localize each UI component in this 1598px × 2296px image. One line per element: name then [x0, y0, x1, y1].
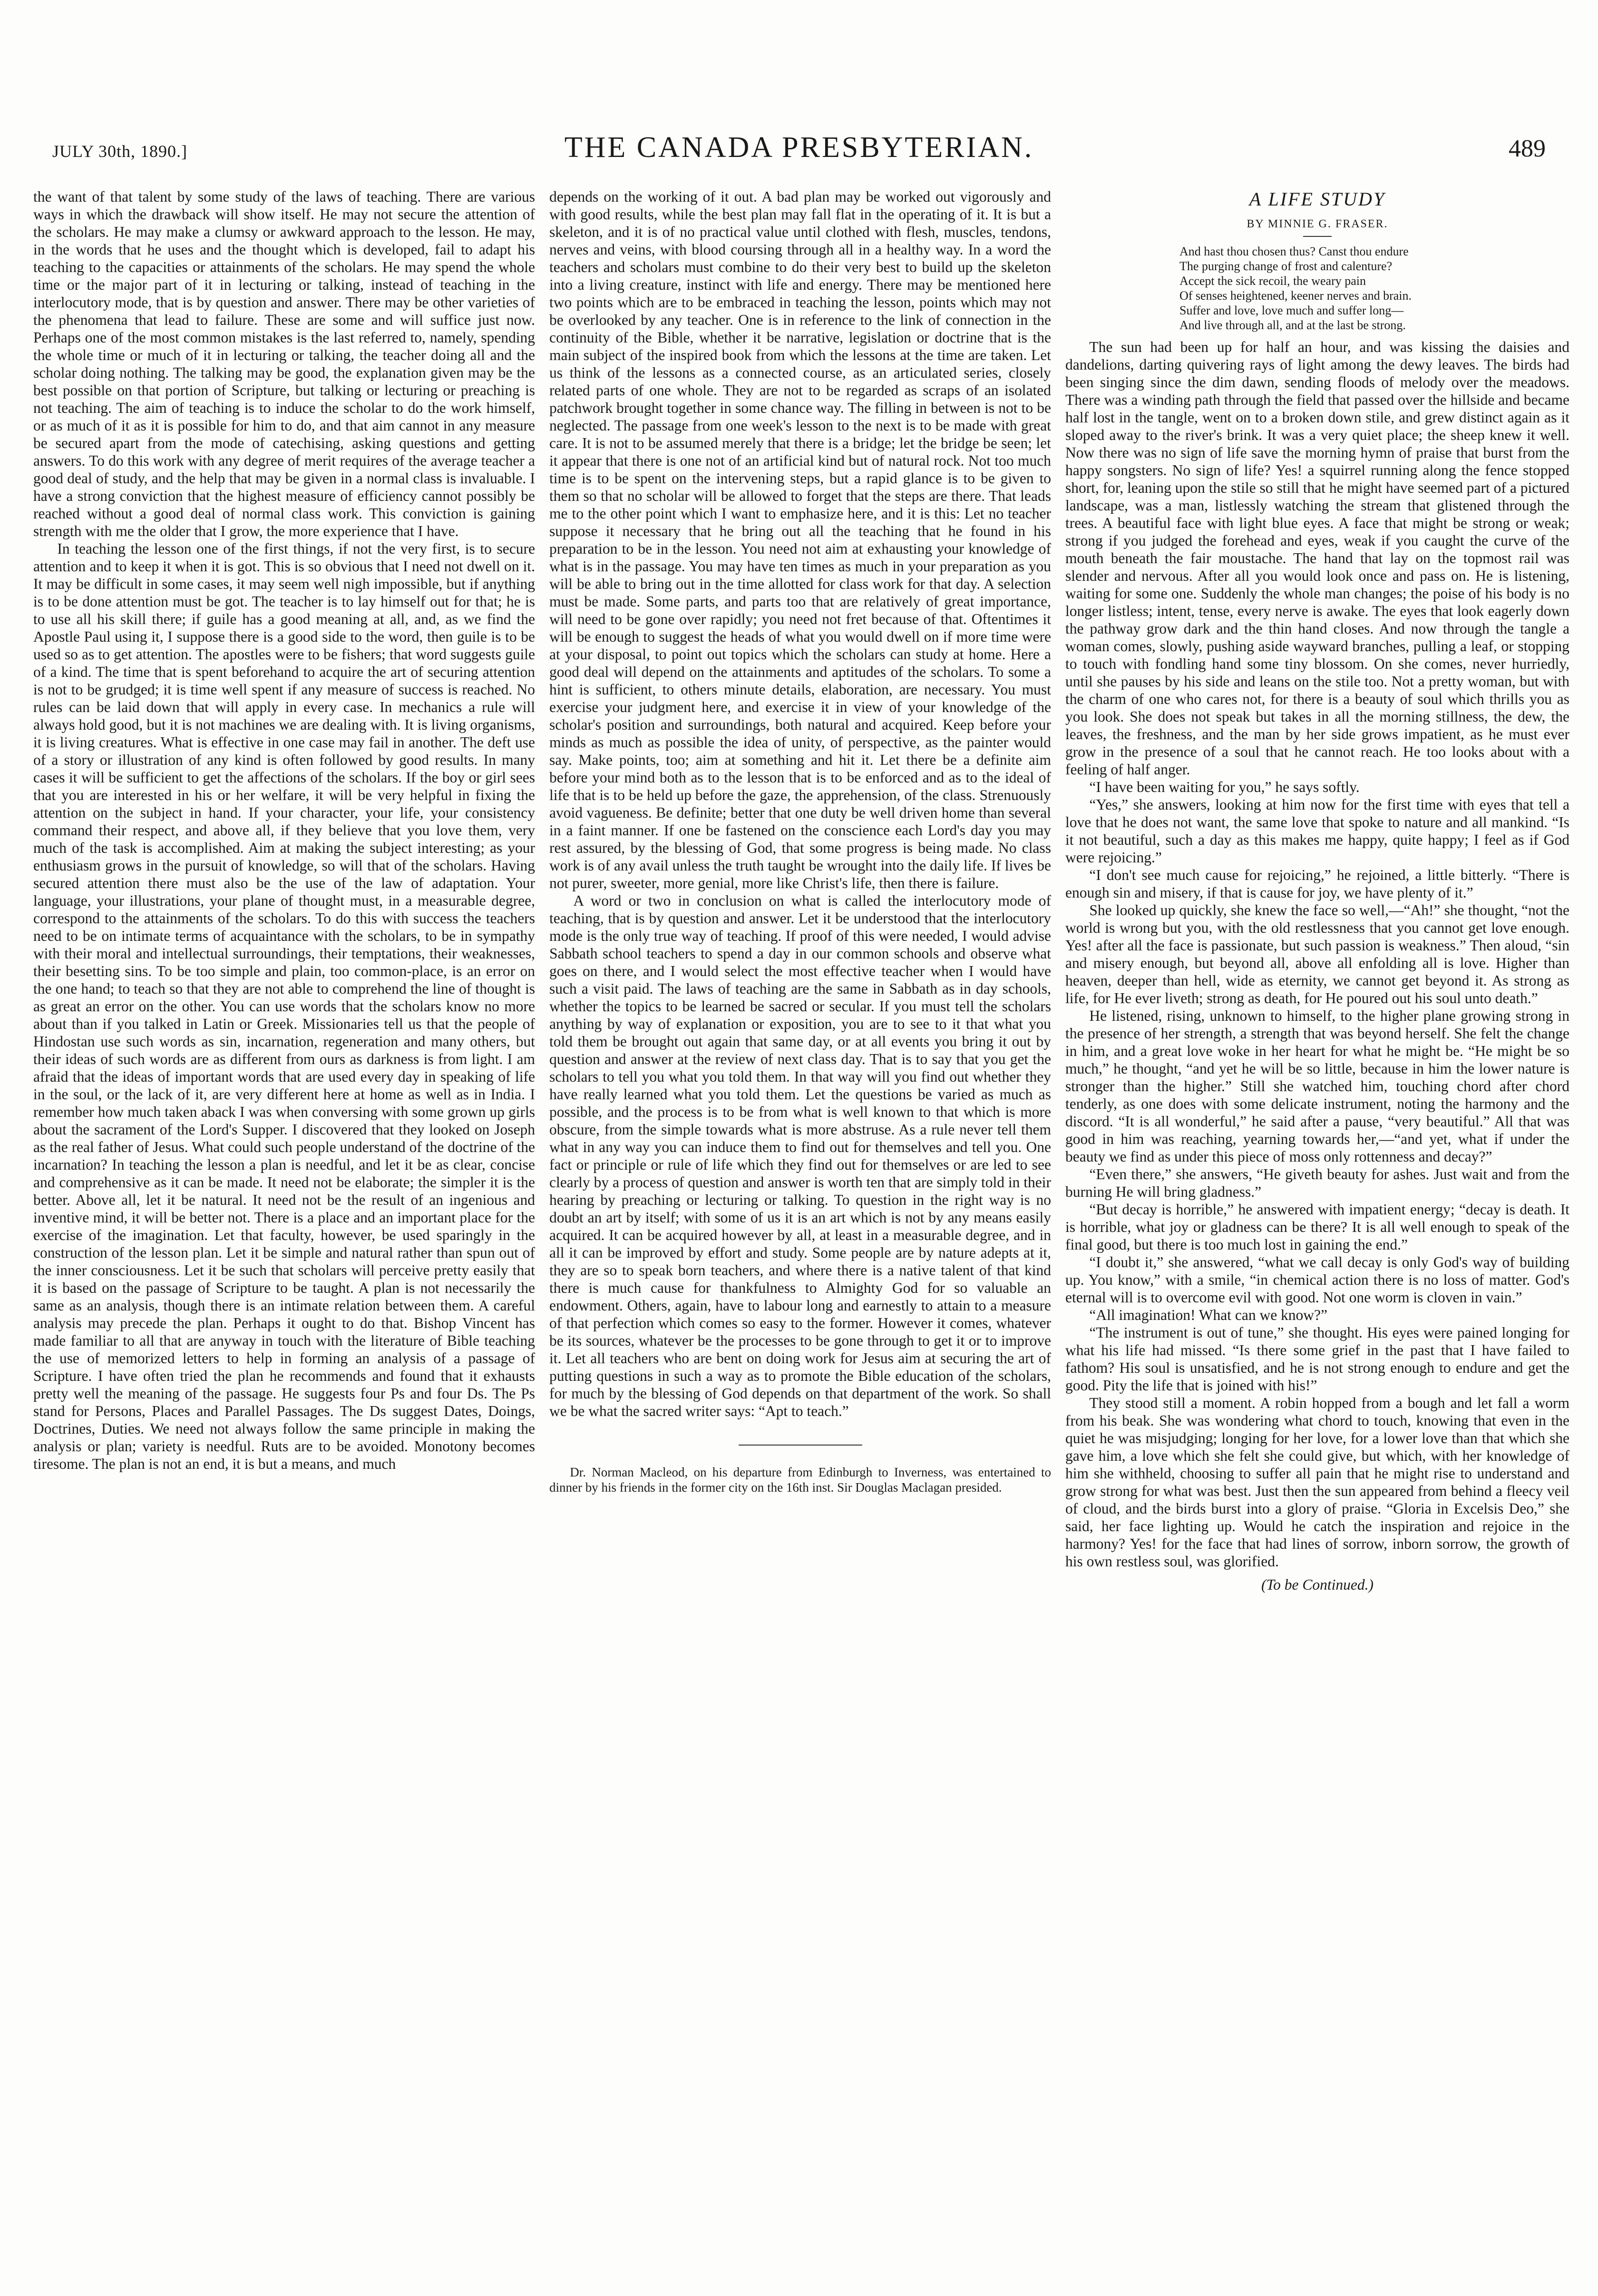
- page-number: 489: [1509, 135, 1546, 162]
- story-byline: BY MINNIE G. FRASER.: [1247, 218, 1388, 230]
- column-1: [33, 188, 535, 2252]
- story-paragraph: “I doubt it,” she answered, “what we call decay is only God's way of building up. You know,” with a smile, “in chemical action there is no loss of matter. God's eternal will is to overcome evil with good. Not one worm is cloven in vain.”: [1065, 1254, 1569, 1306]
- poem-line: Accept the sick recoil, the weary pain: [1179, 274, 1366, 288]
- story-paragraph: “I have been waiting for you,” he says softly.: [1089, 779, 1360, 795]
- continued-note: (To be Continued.): [1261, 1576, 1374, 1593]
- epigraph-poem: [1179, 244, 1569, 332]
- story-paragraph: He listened, rising, unknown to himself, to the higher plane growing strong in the presence of her strength, a strength that was beyond herself. She felt the change in him, and a great love woke in her heart for what he might be. “He might be so much,” he thought, “and yet he will be so little, because in him the lower nature is stronger than the higher.” Still she watched him, touching chord after chord tenderly, as one does with some delicate instrument, noting the harmony and the discord. “It is all wonderful,” he said after a pause, “very beautiful.” All that was good in him was reaching, yearning towards her,—“and yet, what if under the beauty we find as under this piece of moss only rottenness and decay?”: [1065, 1007, 1569, 1165]
- story-paragraph: They stood still a moment. A robin hopped from a bough and let fall a worm from his beak. She was wondering what chord to touch, knowing that even in the quiet he was misjudging; longing for her love, for a lower love than that which she gave him, a love which she felt she could give, but which, with her knowledge of him she withheld, choosing to suffer all pain that he might rise to understand and grow strong for what was best. Just then the sun appeared from behind a fleecy veil of cloud, and the birds burst into a glory of praise. “Gloria in Excelsis Deo,” she said, her face lighting up. Would he catch the inspiration and rejoice in the harmony? Yes! for the face that had lines of sorrow, inborn sorrow, the growth of his own restless soul, was glorified.: [1065, 1395, 1569, 1570]
- article-paragraph: depends on the working of it out. A bad plan may be worked out vigorously and with good results, while the best plan may fall flat in the operating of it. It is but a skeleton, and it is of no practical value until clothed with flesh, muscles, tendons, nerves and veins, with blood coursing through all in a healthy way. In a word the teachers and scholars must combine to do their very best to build up the skeleton into a living creature, instinct with life and energy. There may be mentioned here two points which are to be embraced in teaching the lesson, points which may not be overlooked by any teacher. One is in reference to the link of connection in the continuity of the Bible, whether it be narrative, legislation or doctrine that is the main subject of the inspired book from which the lessons at the time are taken. Let us think of the lessons as a connected course, as an articulated series, closely related parts of one whole. They are not to be regarded as scraps of an isolated patchwork brought together in some chance way. The filling in between is not to be neglected. The passage from one week's lesson to the next is to be made with great care. It is not to be assumed merely that there is a bridge; let the bridge be seen; let it appear that there is one not of an artificial kind but of natural rock. Not too much time is to be spent on the intervening steps, but a rapid glance is to be given to them so that no scholar will be allowed to forget that the steps are there. That leads me to the other point which I want to emphasize here, and it is this: Let no teacher suppose it necessary that he bring out all the teaching that he found in his preparation to be in the lesson. You need not aim at exhausting your knowledge of what is in the passage. You may have ten times as much in your preparation as you will be able to bring out in the time allotted for class work for that day. A selection must be made. Some parts, and parts too that are relatively of great importance, will need to be gone over rapidly; you need not fret because of that. Oftentimes it will be enough to suggest the heads of what you would dwell on if more time were at your disposal, to point out topics which the scholars can study at home. Here a good deal will depend on the attainments and aptitudes of the scholars. To some a hint is sufficient, to others minute details, elaboration, are necessary. You must exercise your judgment here, and exercise it in view of your knowledge of the scholar's position and surroundings, both natural and acquired. Keep before your minds as much as possible the idea of unity, of perspective, as the painter would say. Make points, too; aim at something and hit it. Let there be a definite aim before your mind both as to the lesson that is to be enforced and as to the ideal of life that is to be held up before the gaze, the apprehension, of the class. Strenuously avoid vagueness. Be definite; better that one duty be well driven home than several in a faint manner. If one be fastened on the conscience each Lord's day you may rest assured, by the blessing of God, that some progress is being made. No class work is of any avail unless the truth taught be wrought into the daily life. If lives be not purer, sweeter, more genial, more like Christ's life, then there is failure.: [549, 188, 1051, 891]
- poem-line: And hast thou chosen thus? Canst thou endure: [1179, 244, 1409, 258]
- news-notice: Dr. Norman Macleod, on his departure from Edinburgh to Inverness, was entertained to dinner by his friends in the former city on the 16th inst. Sir Douglas Maclagan presided.: [549, 1465, 1051, 1495]
- story-paragraph: “All imagination! What can we know?”: [1089, 1307, 1328, 1323]
- article-paragraph: the want of that talent by some study of the laws of teaching. There are various ways in which the drawback will show itself. He may not secure the attention of the scholars. He may make a clumsy or awkward approach to the lesson. He may, in the words that he uses and the thought which is developed, fail to adapt his teaching to the capacities or attainments of the scholars. He may spend the whole time or the major part of it in lecturing or talking, instead of teaching in the interlocutory mode, that is by question and answer. There may be other varieties of the phenomena that lead to failure. These are some and will suffice just now. Perhaps one of the most common mistakes is the last referred to, namely, spending the whole time or much of it in lecturing or talking, the teacher doing all and the scholar doing nothing. The talking may be good, the explanation given may be the best possible on that portion of Scripture, but talking or lecturing or preaching is not teaching. The aim of teaching is to induce the scholar to do the work himself, or as much of it as it is possible for him to do, and that aim cannot in any measure be secured apart from the mode of catechising, asking questions and getting answers. To do this work with any degree of merit requires of the average teacher a good deal of study, and the help that may be given in a normal class is invaluable. I have a strong conviction that the highest measure of efficiency cannot possibly be reached without a good deal of normal class work. This conviction is gaining strength with me the older that I grow, the more experience that I have.: [33, 188, 535, 539]
- issue-date: JULY 30th, 1890.]: [52, 142, 188, 161]
- story-paragraph: “The instrument is out of tune,” she thought. His eyes were pained longing for what his life had missed. “Is there some grief in the past that I have failed to fathom? His soul is unsatisfied, and he is not strong enough to endure and get the good. Pity the life that is joined with his!”: [1065, 1324, 1569, 1394]
- story-paragraph: “I don't see much cause for rejoicing,” he rejoined, a little bitterly. “There is enough sin and misery, if that is cause for joy, we have plenty of it.”: [1065, 867, 1569, 901]
- divider: [1303, 236, 1332, 238]
- divider: [739, 1445, 862, 1446]
- story-title: A LIFE STUDY: [1249, 188, 1386, 210]
- story-paragraph: She looked up quickly, she knew the face so well,—“Ah!” she thought, “not the world is wrong but you, with the old restlessness that you cannot get love enough. Yes! after all the face is passionate, but such passion is weakness.” Then aloud, “sin and misery enough, but beyond all, above all enfolding all is love. Higher than heaven, deeper than hell, wide as eternity, we cannot get beyond it. As strong as life, for He ever liveth; strong as death, for He poured out his soul unto death.”: [1065, 902, 1569, 1006]
- article-paragraph: A word or two in conclusion on what is called the interlocutory mode of teaching, that is by question and answer. Let it be understood that the interlocutory mode is the only true way of teaching. If proof of this were needed, I would advise Sabbath school teachers to spend a day in our common schools and observe what goes on there, and I would select the most effective teacher when I would have such a visit paid. The laws of teaching are the same in Sabbath as in day schools, whether the topics to be learned be sacred or secular. If you must tell the scholars anything by way of explanation or exposition, you are to see to it that what you told them be brought out again that same day, or at all events you bring it out by question and answer at the review of next class day. That is to say that you get the scholars to tell you what you told them. In that way will you find out whether they have really learned what you told them. Let the questions be varied as much as possible, and the process is to be from what is well known to that which is more obscure, from the simple towards what is more abstruse. As a rule never tell them what in any way you can induce them to find out for themselves and tell you. One fact or principle or rule of life which they find out for themselves or are led to see clearly by a process of question and answer is worth ten that are simply told in their hearing by preaching or lecturing or talking. To question in the right way is no doubt an art by itself; with some of us it is an art which is not by any means easily acquired. It can be acquired however by all, at least in a measurable degree, and in all it can be improved by effort and study. Some people are by nature adepts at it, they are so to speak born teachers, and where there is a native talent of that kind there is much cause for thankfulness to Almighty God for so valuable an endowment. Others, again, have to labour long and earnestly to attain to a measure of that perfection which comes so easy to the former. However it comes, whatever be its sources, whatever be the processes to be gone through to get it or to improve it. Let all teachers who are bent on doing work for Jesus aim at securing the art of putting questions in such a way as to promote the Bible education of the scholars, for much by the blessing of God depends on that department of the work. So shall we be what the sacred writer says: “Apt to teach.”: [549, 892, 1051, 1419]
- column-2: [549, 188, 1051, 2252]
- story-paragraph: “Yes,” she answers, looking at him now for the first time with eyes that tell a love that he does not want, the same love that spoke to nature and all mankind. “Is it not beautiful, such a day as this makes me happy, quite happy; I feel as if God were rejoicing.”: [1065, 796, 1569, 866]
- article-paragraph: In teaching the lesson one of the first things, if not the very first, is to secure attention and to keep it when it is got. This is so obvious that I need not dwell on it. It may be difficult in some cases, it may seem well nigh impossible, but if anything is to be done attention must be got. The teacher is to lay himself out for that; he is to use all his skill there; if guile has a good meaning at all, and, as we find the Apostle Paul using it, I suppose there is a good side to the word, then guile is to be used so as to get attention. The apostles were to be fishers; that word suggests guile of a kind. The time that is spent beforehand to acquire the art of securing attention is not to be grudged; it is time well spent if any measure of success is reached. No rules can be laid down that will apply in every case. In mechanics a rule will always hold good, but it is not machines we are dealing with. It is living organisms, it is living creatures. What is effective in one case may fail in another. The deft use of a story or illustration of any kind is often followed by good results. In many cases it will be sufficient to get the affections of the scholars. If the boy or girl sees that you are interested in his or her welfare, it will be very helpful in fixing the attention on the subject in hand. If your character, your life, your consistency command their respect, and above all, if they believe that you love them, very much of the task is accomplished. Aim at making the subject interesting; as your enthusiasm grows in the pursuit of knowledge, so will that of the scholars. Having secured attention there must also be the use of the law of adaptation. Your language, your illustrations, your plane of thought must, in a measurable degree, correspond to the attainments of the scholars. To do this with success the teachers need to be on intimate terms of acquaintance with the scholars, to be in sympathy with their moral and intellectual surroundings, their temptations, their weaknesses, their besetting sins. To be too simple and plain, too common-place, is an error on the one hand; to teach so that they are not able to comprehend the line of thought is as great an error on the other. You can use words that the scholars know no more about than if you talked in Latin or Greek. Missionaries tell us that the people of Hindostan use such words as sin, incarnation, regeneration and many others, but their ideas of such words are as different from ours as darkness is from light. I am afraid that the ideas of important words that are used every day in speaking of life in the soul, or the lack of it, are very different here at home as well as in India. I remember how much taken aback I was when conversing with some grown up girls about the sacrament of the Lord's Supper. I discovered that they looked on Joseph as the real father of Jesus. What could such people understand of the doctrine of the incarnation? In teaching the lesson a plan is needful, and let it be as clear, concise and comprehensive as it can be made. It need not be elaborate; the simpler it is the better. Above all, let it be natural. It need not be the result of an ingenious and inventive mind, it will be better not. There is a place and an important place for the exercise of the imagination. Let that faculty, however, be used sparingly in the construction of the lesson plan. Let it be simple and natural rather than spun out of the inner consciousness. Let it be such that scholars will perceive pretty easily that it is based on the passage of Scripture to be taught. A plan is not necessarily the same as an analysis, though there is an intimate relation between them. A careful analysis may precede the plan. Perhaps it ought to do that. Bishop Vincent has made familiar to all that are anyway in touch with the literature of Bible teaching the use of memorized letters to help in forming an analysis of a passage of Scripture. I have often tried the plan he recommends and found that it exhausts pretty well the meaning of the passage. He suggests four Ps and four Ds. The Ps stand for Persons, Places and Parallel Passages. The Ds suggest Dates, Doings, Doctrines, Duties. We need not always follow the same principle in making the analysis or plan; variety is needful. Ruts are to be avoided. Monotony becomes tiresome. The plan is not an end, it is but a means, and much: [33, 540, 535, 1472]
- story-paragraph: “But decay is horrible,” he answered with impatient energy; “decay is death. It is horrible, what joy or gladness can be there? It is all well enough to speak of the final good, but there is too much lost in gaining the end.”: [1065, 1201, 1569, 1253]
- story-paragraph: The sun had been up for half an hour, and was kissing the daisies and dandelions, darting quivering rays of light among the dewy leaves. The birds had been singing since the dim dawn, sending floods of melody over the meadows. There was a winding path through the field that passed over the hillside and became half lost in the tangle, went on to a broken down stile, and grew distinct again as it sloped away to the river's brink. It was a very quiet place; the sheep knew it well. Now there was no sign of life save the morning hymn of praise that burst from the happy songsters. No sign of life? Yes! a squirrel running along the fence stopped short, for, leaning upon the stile so still that he might have seemed part of a pictured landscape, was a man, listlessly watching the stream that glistened through the trees. A beautiful face with light blue eyes. A face that might be strong or weak; strong if you judged the forehead and eyes, weak if you caught the curve of the mouth beneath the fair moustache. The hand that lay on the topmost rail was slender and nervous. After all you would look once and pass on. He is listening, waiting for some one. Suddenly the whole man changes; the poise of his body is no longer listless; intent, tense, every nerve is awake. The eyes that look eagerly down the pathway grow dark and the thin hand closes. And now through the tangle a woman comes, slowly, pushing aside wayward branches, pulling a leaf, or stopping to touch with fondling hand some tiny blossom. On she comes, never hurriedly, until she pauses by his side and leans on the stile too. Not a pretty woman, but with the charm of one who cares not, for there is a beauty of soul which thrills you as you look. She does not speak but takes in all the morning stillness, the dew, the leaves, the freshness, and the man by her side grows impatient, as he must ever grow in the presence of a soul that he cannot reach. He too looks about with a feeling of half anger.: [1065, 339, 1569, 778]
- masthead-title: THE CANADA PRESBYTERIAN.: [564, 131, 1034, 164]
- poem-line: Suffer and love, love much and suffer long—: [1179, 303, 1404, 317]
- column-3: [1065, 188, 1569, 2252]
- poem-line: And live through all, and at the last be strong.: [1179, 318, 1406, 332]
- story-paragraph: “Even there,” she answers, “He giveth beauty for ashes. Just wait and from the burning He will bring gladness.”: [1065, 1166, 1569, 1200]
- poem-line: Of senses heightened, keener nerves and brain.: [1179, 289, 1412, 303]
- page-header: [52, 131, 1546, 174]
- columns: [33, 188, 1569, 2252]
- poem-line: The purging change of frost and calenture?: [1179, 259, 1393, 273]
